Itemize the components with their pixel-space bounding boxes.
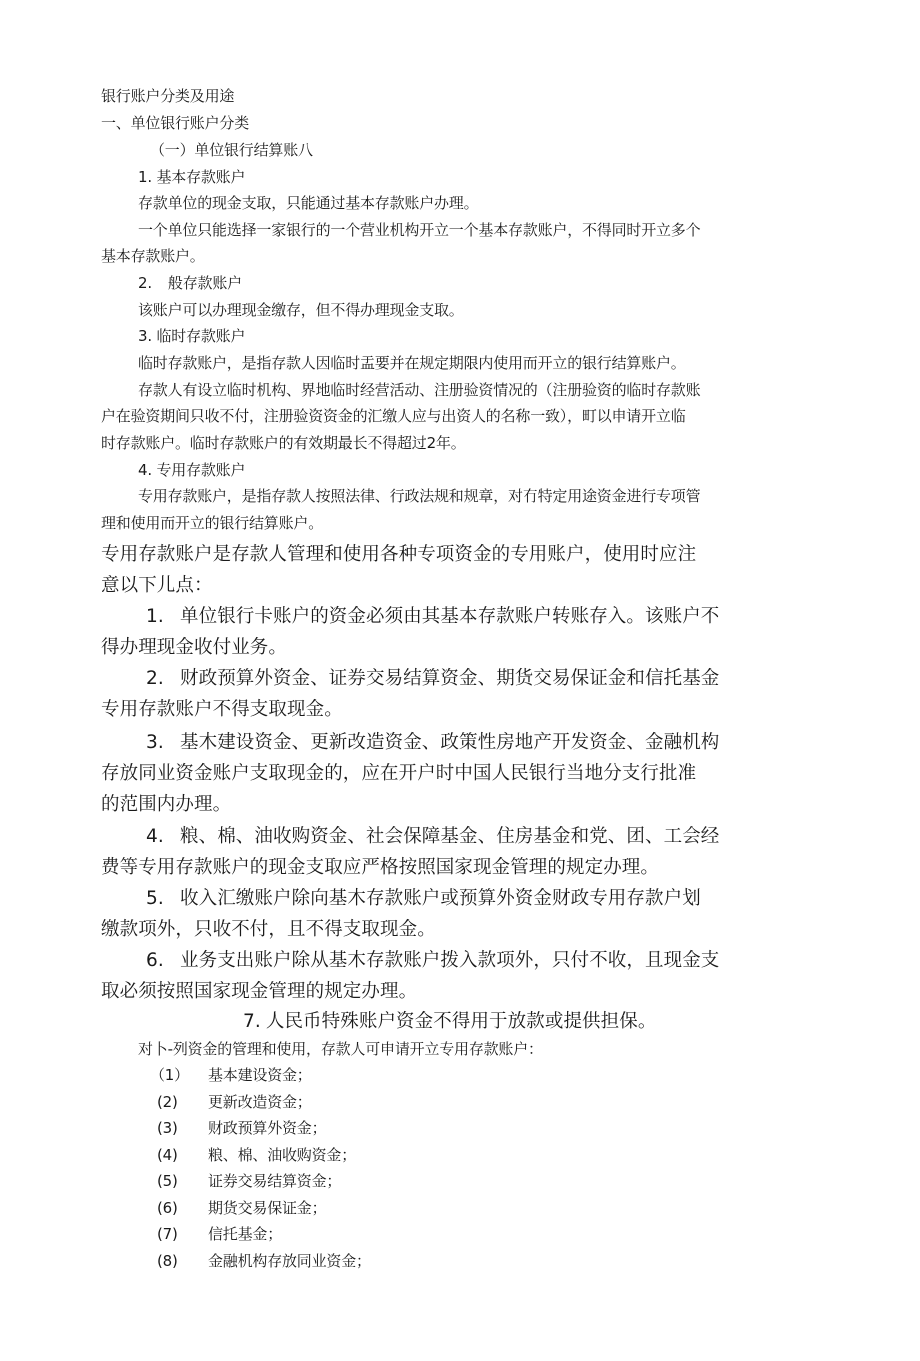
item-heading-text: 般存款账户: [167, 274, 242, 292]
note-item-1: 1. 单位银行卡账户的资金必须由其基本存款账户转账存入。该账户不: [146, 606, 720, 627]
item-heading-general-account: [138, 272, 242, 293]
fund-number: (4): [157, 1146, 178, 1164]
paragraph: 户在验资期间只收不付，注册验资资金的汇缴人应与出资人的名称一致），町以申请开立临: [101, 407, 686, 425]
notes-intro: 专用存款账户是存款人管理和使用各种专项资金的专用账户，使用时应注: [101, 544, 697, 565]
fund-item-5: (5) 证券交易结算资金；: [157, 1172, 342, 1190]
fund-item-1: （1） 基本建设资金；: [150, 1066, 312, 1084]
note-number: 3.: [146, 732, 164, 753]
section-heading: 一、单位银行账户分类: [101, 114, 250, 132]
fund-number: (2): [157, 1093, 178, 1111]
paragraph: 基本存款账户。: [101, 247, 205, 265]
fund-number: (5): [157, 1172, 178, 1190]
paragraph: 存款人有设立临时机构、界地临时经营活动、注册验资情况的（注册验资的临时存款账: [138, 381, 701, 399]
note-item-2: 2. 财政预算外资金、证券交易结算资金、期货交易保证金和信托基金: [146, 668, 720, 689]
paragraph: 存款单位的现金支取，只能通过基本存款账户办理。: [138, 194, 479, 212]
fund-number: (3): [157, 1119, 178, 1137]
note-item-4: 4. 粮、棉、油收购资金、社会保障基金、住房基金和党、团、工会经: [146, 826, 720, 847]
funds-intro: 对卜-列资金的管理和使用，存款人可申请开立专用存款账户：: [138, 1040, 543, 1058]
note-number: 4.: [146, 826, 164, 847]
note-line: 得办理现金收付业务。: [101, 637, 288, 658]
fund-item-6: (6) 期货交易保证金；: [157, 1199, 327, 1217]
note-number: 7.: [243, 1011, 261, 1032]
note-number: 5.: [146, 888, 164, 909]
item-heading-special-account: 4. 专用存款账户: [138, 461, 246, 479]
fund-number: （1）: [150, 1066, 189, 1084]
note-line: 存放同业资金账户支取现金的，应在开户时中国人民银行当地分支行批准: [101, 763, 697, 784]
item-heading-temporary-account: 3. 临时存款账户: [138, 327, 246, 345]
fund-item-4: (4) 粮、棉、油收购资金；: [157, 1146, 357, 1164]
fund-item-8: (8) 金融机构存放同业资金；: [157, 1252, 371, 1270]
document-title: 银行账户分类及用途: [101, 87, 235, 105]
fund-item-7: (7) 信托基金；: [157, 1225, 283, 1243]
note-item-7: 7. 人民币特殊账户资金不得用于放款或提供担保。: [243, 1011, 657, 1032]
paragraph: 该账户可以办理现金缴存，但不得办理现金支取。: [138, 301, 464, 319]
note-number: 6.: [146, 950, 164, 971]
note-line: 缴款项外，只收不付，且不得支取现金。: [101, 919, 436, 940]
notes-intro: 意以下儿点：: [101, 575, 213, 596]
note-item-6: 6. 业务支出账户除从基木存款账户拨入款项外，只付不收，且现金支: [146, 950, 720, 971]
fund-number: (7): [157, 1225, 178, 1243]
subsection-heading: （一）单位银行结算账八: [150, 141, 313, 159]
note-number: 1.: [146, 606, 164, 627]
paragraph: 一个单位只能选择一家银行的一个营业机构开立一个基本存款账户，不得同时开立多个: [138, 221, 701, 239]
item-number: 2.: [138, 274, 152, 292]
note-line: 取必须按照国家现金管理的规定办理。: [101, 981, 418, 1002]
fund-item-3: (3) 财政预算外资金；: [157, 1119, 327, 1137]
fund-number: (6): [157, 1199, 178, 1217]
paragraph: 时存款账户。临时存款账户的有效期最长不得超过2年。: [101, 434, 466, 452]
note-line: 专用存款账户不得支取现金。: [101, 699, 343, 720]
note-line: 费等专用存款账户的现金支取应严格按照国家现金管理的规定办理。: [101, 857, 660, 878]
note-line: 的范围内办理。: [101, 794, 232, 815]
paragraph: 临时存款账户，是指存款人因临时盂要并在规定期限内使用而开立的银行结算账户。: [138, 354, 686, 372]
note-item-3: 3. 基木建设资金、更新改造资金、政策性房地产开发资金、金融机构: [146, 732, 720, 753]
fund-item-2: (2) 更新改造资金；: [157, 1093, 312, 1111]
paragraph: 专用存款账户，是指存款人按照法律、行政法规和规章，对冇特定用途资金进行专项管: [138, 487, 701, 505]
note-item-5: 5. 收入汇缴账户除向基木存款账户或预算外资金财政专用存款户划: [146, 888, 701, 909]
paragraph: 理和使用而开立的银行结算账户。: [101, 514, 324, 532]
fund-number: (8): [157, 1252, 178, 1270]
note-number: 2.: [146, 668, 164, 689]
item-heading-basic-account: 1. 基本存款账户: [138, 168, 246, 186]
